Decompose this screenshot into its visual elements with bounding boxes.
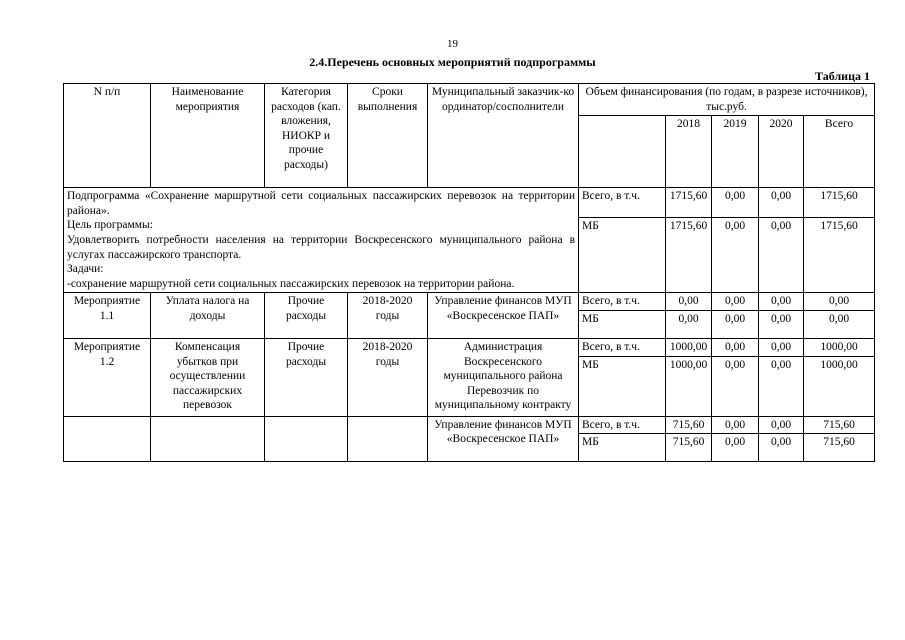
measure-name: Уплата налога на доходы (151, 293, 265, 339)
source-cell: Всего, в т.ч. (579, 416, 666, 434)
header-customer: Муниципальный заказчик-координатор/сосполнители (428, 84, 579, 188)
value-total: 1000,00 (804, 338, 875, 356)
value-total: 715,60 (804, 434, 875, 462)
header-row (64, 84, 875, 116)
source-cell: МБ (579, 218, 666, 293)
measure-name: Компенсация убытков при осуществлении пассажирских перевозок (151, 338, 265, 416)
value-2020: 0,00 (759, 310, 804, 338)
program-goal-label: Цель программы: (67, 219, 153, 232)
value-2018: 715,60 (666, 416, 712, 434)
measure-period: 2018-2020 годы (348, 293, 428, 339)
value-total: 0,00 (804, 310, 875, 338)
program-goal: Удовлетворить потребности населения на территории Воскресенского муниципального района в услугах пассажирского транспорта. (67, 233, 575, 261)
source-cell: МБ (579, 310, 666, 338)
measure-category: Прочие расходы (265, 338, 348, 416)
measure-num: Мероприятие 1.2 (64, 338, 151, 416)
section-title: 2.4.Перечень основных мероприятий подпрограммы (309, 55, 596, 69)
value-2018: 1000,00 (666, 356, 712, 416)
source-cell: Всего, в т.ч. (579, 188, 666, 218)
measure-1-1-row-total (64, 293, 875, 311)
value-2019: 0,00 (712, 356, 759, 416)
source-cell: МБ (579, 356, 666, 416)
header-2020: 2020 (759, 116, 804, 188)
value-2018: 1715,60 (666, 218, 712, 293)
empty-cell (64, 416, 151, 462)
value-2020: 0,00 (759, 434, 804, 462)
header-num: N п/п (64, 84, 151, 188)
measure-customer: Управление финансов МУП «Воскресенское ПАП» (428, 416, 579, 462)
header-empty (579, 116, 666, 188)
value-total: 0,00 (804, 293, 875, 311)
empty-cell (151, 416, 265, 462)
value-2018: 1000,00 (666, 338, 712, 356)
measure-category: Прочие расходы (265, 293, 348, 339)
measure-1-2b-row-total (64, 416, 875, 434)
header-total: Всего (804, 116, 875, 188)
value-2020: 0,00 (759, 188, 804, 218)
source-cell: Всего, в т.ч. (579, 293, 666, 311)
header-category: Категория расходов (кап. вложения, НИОКР и прочие расходы) (265, 84, 348, 188)
page-number: 19 (447, 38, 458, 50)
value-2019: 0,00 (712, 310, 759, 338)
measure-customer: Управление финансов МУП «Воскресенское ПАП» (428, 293, 579, 339)
program-title: Подпрограмма «Сохранение маршрутной сети социальных пассажирских перевозок на территории района». (67, 190, 575, 217)
empty-cell (265, 416, 348, 462)
empty-cell (348, 416, 428, 462)
value-2020: 0,00 (759, 293, 804, 311)
value-total: 1715,60 (804, 218, 875, 293)
value-2020: 0,00 (759, 356, 804, 416)
value-2020: 0,00 (759, 416, 804, 434)
value-2019: 0,00 (712, 293, 759, 311)
value-2019: 0,00 (712, 434, 759, 462)
measure-customer: Администрация Воскресенского муниципального района Перевозчик по муниципальному контракту (428, 338, 579, 416)
measure-num: Мероприятие 1.1 (64, 293, 151, 339)
header-period: Сроки выполнения (348, 84, 428, 188)
measure-1-2-row-total (64, 338, 875, 356)
value-total: 715,60 (804, 416, 875, 434)
value-2020: 0,00 (759, 218, 804, 293)
measure-period: 2018-2020 годы (348, 338, 428, 416)
value-2019: 0,00 (712, 416, 759, 434)
value-total: 1715,60 (804, 188, 875, 218)
source-cell: Всего, в т.ч. (579, 338, 666, 356)
value-2020: 0,00 (759, 338, 804, 356)
value-2018: 715,60 (666, 434, 712, 462)
program-task: -сохранение маршрутной сети социальных пассажирских перевозок на территории района. (67, 277, 515, 290)
value-2019: 0,00 (712, 338, 759, 356)
value-2019: 0,00 (712, 218, 759, 293)
header-name: Наименование мероприятия (151, 84, 265, 188)
program-row-total (64, 188, 875, 218)
value-2018: 0,00 (666, 310, 712, 338)
table-label: Таблица 1 (815, 69, 870, 83)
program-tasks-label: Задачи: (67, 263, 104, 276)
header-2018: 2018 (666, 116, 712, 188)
value-total: 1000,00 (804, 356, 875, 416)
header-2019: 2019 (712, 116, 759, 188)
header-funding: Объем финансирования (по годам, в разрезе источников), тыс.руб. (579, 84, 875, 116)
program-description (64, 188, 579, 293)
value-2019: 0,00 (712, 188, 759, 218)
value-2018: 1715,60 (666, 188, 712, 218)
measures-table (63, 83, 875, 462)
source-cell: МБ (579, 434, 666, 462)
value-2018: 0,00 (666, 293, 712, 311)
